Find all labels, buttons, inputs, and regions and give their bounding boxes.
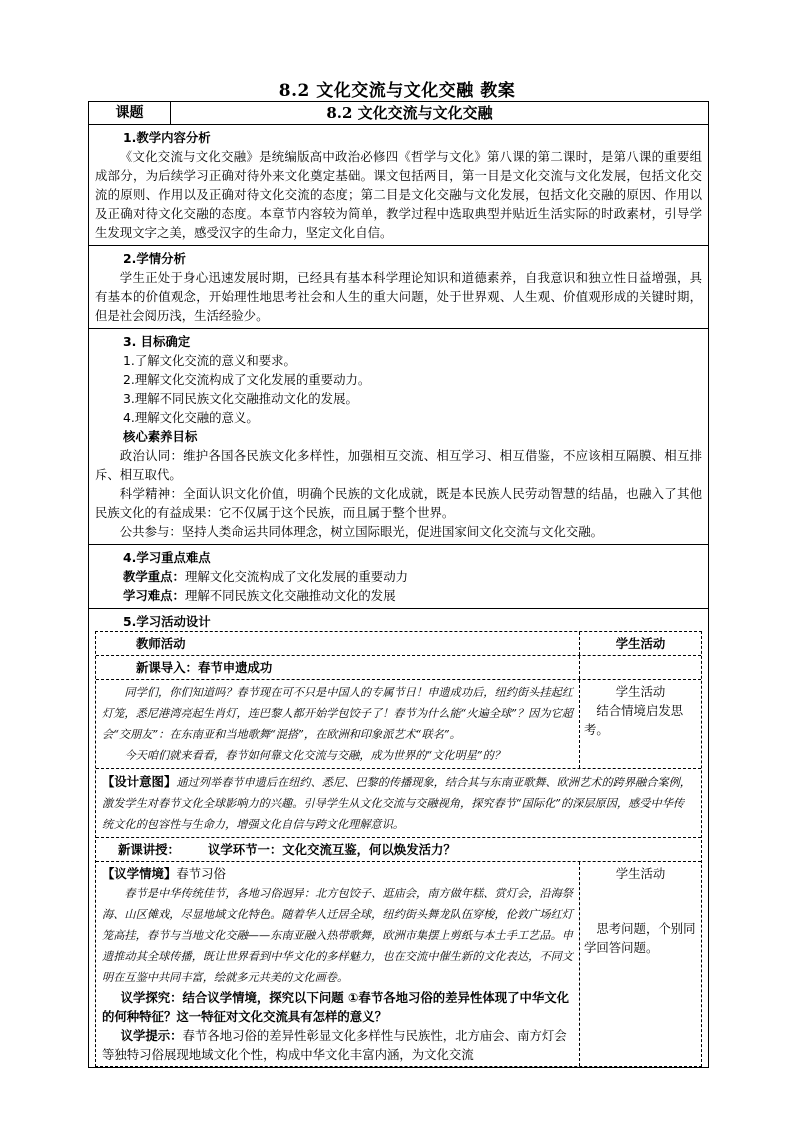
content-analysis-heading: 1.教学内容分析 <box>123 130 211 145</box>
design-intent <box>96 769 701 837</box>
goal-item: 3.理解不同民族文化交融推动文化的发展。 <box>123 391 358 406</box>
goal-item: 4.理解文化交融的意义。 <box>123 410 259 425</box>
intro-title-row <box>96 656 701 680</box>
document-title: 8.2 文化交流与文化交融 教案 <box>278 81 516 101</box>
goals-heading: 3. 目标确定 <box>123 334 191 349</box>
intro-paragraph: 今天咱们就来看看，春节如何靠文化交流与交融，成为世界的“文化明星”的？ <box>124 749 506 762</box>
intro-title-blank <box>580 656 701 679</box>
content-analysis-section <box>89 125 708 246</box>
intro-student-cell <box>580 680 701 768</box>
lesson-plan-table <box>88 101 709 1068</box>
teaching-key-label: 教学重点： <box>123 569 185 584</box>
hint-label: 议学提示： <box>120 1028 183 1043</box>
intro-student-title: 学生活动 <box>615 684 666 699</box>
intro-title: 新课导入：春节申遗成功 <box>96 656 580 679</box>
core-literacy-heading: 核心素养目标 <box>123 429 198 444</box>
learning-difficulty-text: 理解不同民族文化交融推动文化的发展 <box>184 588 396 603</box>
teacher-activity-header: 教师活动 <box>96 632 580 655</box>
scene-heading <box>102 864 573 883</box>
hint-body: 春节各地习俗的差异性彰显文化多样性与民族性，北方庙会、南方灯会等独特习俗展现地域文化个性，构成中华文化丰富内涵，为文化交流 <box>102 1028 567 1062</box>
topic-row <box>89 102 708 125</box>
learner-analysis-section <box>89 246 708 329</box>
activity-table <box>95 631 702 1067</box>
hint-text <box>102 1026 573 1064</box>
key-points-section <box>89 545 708 609</box>
goal-item: 2.理解文化交流构成了文化发展的重要动力。 <box>123 372 371 387</box>
core-literacy-item: 公共参与：坚持人类命运共同体理念，树立国际眼光，促进国家间文化交流与文化交融。 <box>119 524 604 539</box>
scene-student-title: 学生活动 <box>615 866 666 881</box>
goal-item: 1.了解文化交流的意义和要求。 <box>123 353 296 368</box>
learning-difficulty-label: 学习难点： <box>123 588 185 603</box>
intro-text <box>96 680 580 768</box>
design-intent-label: 【设计意图】 <box>102 774 177 789</box>
content-analysis-text: 《文化交流与文化交融》是统编版高中政治必修四《哲学与文化》第八课的第二课时，是第八课的重要组成部分，为后续学习正确对待外来文化奠定基础。课文包括两目，第一目是文化交流与文化发展，包括文化交流的原则、作用以及正确对待文化交流的态度；第二目是文化交融与文化发展，包括文化交融的原因、作用以及正确对待文化交融的态度。本章节内容较为简单，教学过程中选取典型并贴近生活实际的时政素材，引导学生发现文字之美，感受汉字的生命力，坚定文化自信。 <box>95 149 702 240</box>
learner-analysis-text: 学生正处于身心迅速发展时期，已经具有基本科学理论知识和道德素养，自我意识和独立性日益增强，具有基本的价值观念，开始理性地思考社会和人生的重大问题，处于世界观、人生观、价值观形成的关键时期，但是社会阅历浅，生活经验少。 <box>95 270 702 323</box>
scene-student-text: 思考问题，个别同学回答问题。 <box>584 921 696 955</box>
design-intent-text: 通过列举春节申遗后在纽约、悉尼、巴黎的传播现象，结合其与东南亚歌舞、欧洲艺术的跨界融合案例，激发学生对春节文化全球影响力的兴趣。引导学生从文化交流与交融视角，探究春节“国际化”的深层原因，感受中华传统文化的包容性与生命力，增强文化自信与跨文化理解意识。 <box>102 776 691 831</box>
goals-section <box>89 329 708 545</box>
core-literacy-item: 科学精神：全面认识文化价值，明确个民族的文化成就，既是本民族人民劳动智慧的结晶，也融入了其他民族文化的有益成果：它不仅属于这个民族，而且属于整个世界。 <box>95 486 702 520</box>
learning-difficulty-line <box>95 586 702 605</box>
new-lesson-title: 议学环节一：文化交流互鉴，何以焕发活力？ <box>207 842 456 857</box>
design-intent-row <box>96 769 701 838</box>
topic-value: 8.2 文化交流与文化交融 <box>326 104 493 122</box>
learner-analysis-heading: 2.学情分析 <box>123 251 186 266</box>
new-lesson <box>96 838 701 861</box>
explore-text <box>102 988 573 1026</box>
new-lesson-row <box>96 838 701 862</box>
explore-label: 议学探究： <box>120 990 183 1005</box>
teaching-key-line <box>95 567 702 586</box>
student-activity-header: 学生活动 <box>615 636 666 651</box>
intro-paragraph: 同学们，你们知道吗？春节现在可不只是中国人的专属节日！申遗成功后，纽约街头挂起红灯笼，悉尼港湾亮起生肖灯，连巴黎人都开始学包饺子了！春节为什么能“火遍全球”？因为它超会“交朋友”：在东南亚和当地歌舞“混搭”，在欧洲和印象派艺术“联名”。 <box>102 686 573 741</box>
scene-cell <box>96 862 580 1066</box>
scene-student-cell <box>580 862 701 1066</box>
scene-row <box>96 862 701 1066</box>
scene-title: 春节习俗 <box>176 866 226 881</box>
intro-row <box>96 680 701 769</box>
activity-design-section <box>89 609 708 631</box>
new-lesson-label: 新课讲授： <box>118 842 180 857</box>
scene-text: 春节是中华传统佳节，各地习俗迥异：北方包饺子、逛庙会，南方做年糕、赏灯会，沿海祭海、山区傩戏，尽显地域文化特色。随着华人迁居全球，纽约街头舞龙队伍穿梭，伦敦广场红灯笼高挂，春节与当地文化交融——东南亚融入热带歌舞，欧洲市集摆上剪纸与本土手工艺品。申遗推动其全球传播，既让世界看到中华文化的多样魅力，也在交流中催生新的文化表达，不同文明在互鉴中共同丰富，绘就多元共美的文化画卷。 <box>102 887 573 984</box>
topic-label: 课题 <box>89 102 171 124</box>
activity-header-row <box>96 632 701 656</box>
scene-label: 【议学情境】 <box>102 866 177 881</box>
core-literacy-item: 政治认同：维护各国各民族文化多样性，加强相互交流、相互学习、相互借鉴，不应该相互隔膜、相互排斥、相互取代。 <box>95 448 702 482</box>
explore-question: 结合议学情境，探究以下问题 ①春节各地习俗的差异性体现了中华文化的何种特征？这一特征对文化交流具有怎样的意义？ <box>102 990 570 1024</box>
key-points-heading: 4.学习重点难点 <box>123 550 211 565</box>
teaching-key-text: 理解文化交流构成了文化发展的重要动力 <box>184 569 408 584</box>
activity-design-heading: 5.学习活动设计 <box>123 614 211 629</box>
intro-student-text: 结合情境启发思考。 <box>584 703 684 737</box>
